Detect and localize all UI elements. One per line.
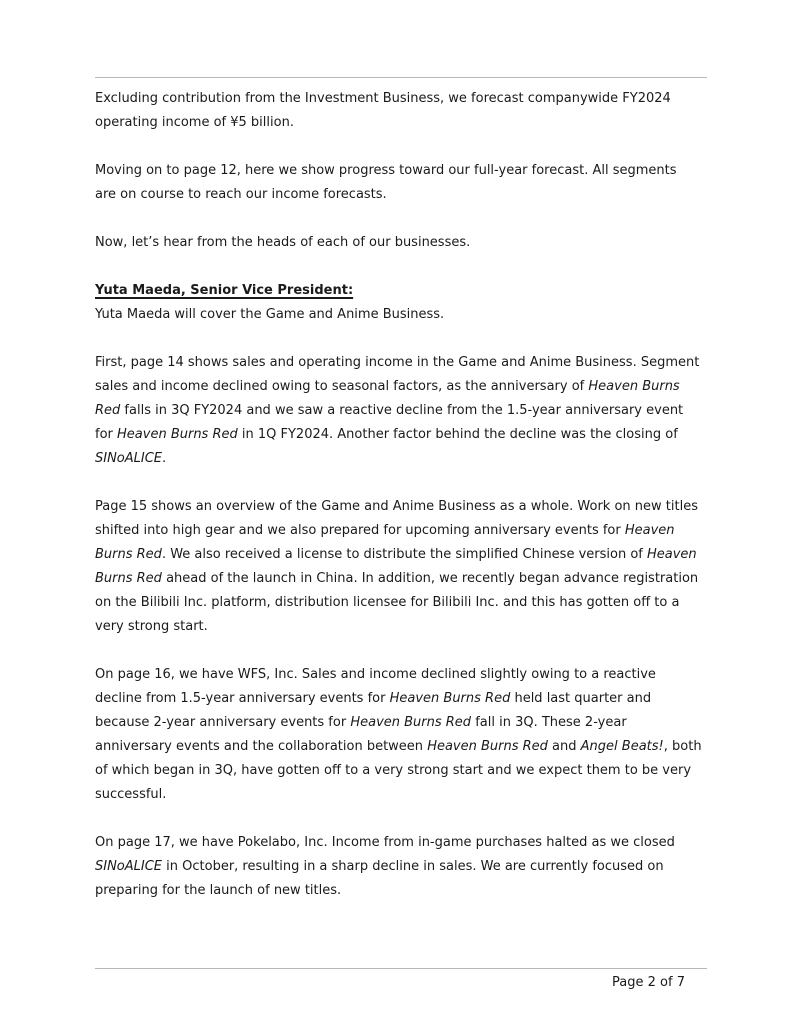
document-body <box>95 87 735 927</box>
body-text: because 2-year anniversary events for <box>95 715 351 730</box>
text-line <box>95 495 735 519</box>
italic-title-text: SINoALICE <box>95 451 163 466</box>
header-rule <box>95 77 707 78</box>
body-text: sales and income declined owing to seasonal factors, as the anniversary of <box>95 379 589 394</box>
italic-title-text: Burns Red <box>95 547 162 562</box>
text-line <box>95 855 735 879</box>
text-line <box>95 519 735 543</box>
text-line <box>95 351 735 375</box>
body-text: on the Bilibili Inc. platform, distribution licensee for Bilibili Inc. and this has gotten off to a <box>95 595 680 610</box>
body-text: successful. <box>95 787 167 802</box>
page-number: Page 2 of 7 <box>612 975 685 990</box>
body-text: anniversary events and the collaboration between <box>95 739 428 754</box>
italic-title-text: Red <box>95 403 121 418</box>
body-text: . We also received a license to distribute the simplified Chinese version of <box>161 547 647 562</box>
body-text: Yuta Maeda will cover the Game and Anime Business. <box>95 307 445 322</box>
text-line <box>95 159 735 183</box>
body-text: Excluding contribution from the Investment Business, we forecast companywide FY2024 <box>95 91 671 106</box>
text-line <box>95 399 735 423</box>
body-text: in October, resulting in a sharp decline in sales. We are currently focused on <box>162 859 664 874</box>
italic-title-text: Angel Beats! <box>580 739 664 754</box>
text-line <box>95 591 735 615</box>
paragraph <box>95 663 735 807</box>
body-text: are on course to reach our income forecasts. <box>95 187 387 202</box>
text-line <box>95 87 735 111</box>
body-text: falls in 3Q FY2024 and we saw a reactive decline from the 1.5-year anniversary event <box>120 403 684 418</box>
text-line <box>95 279 735 303</box>
text-line <box>95 663 735 687</box>
italic-title-text: SINoALICE <box>95 859 163 874</box>
italic-title-text: Heaven <box>647 547 697 562</box>
body-text: Moving on to page 12, here we show progress toward our full-year forecast. All segments <box>95 163 677 178</box>
italic-title-text: Burns Red <box>95 571 162 586</box>
body-text: preparing for the launch of new titles. <box>95 883 342 898</box>
body-text: operating income of ¥5 billion. <box>95 115 294 130</box>
paragraph <box>95 159 735 207</box>
italic-title-text: Heaven Burns <box>588 379 680 394</box>
paragraph <box>95 351 735 471</box>
body-text: shifted into high gear and we also prepared for upcoming anniversary events for <box>95 523 625 538</box>
italic-title-text: Heaven <box>624 523 675 538</box>
paragraph <box>95 231 735 255</box>
body-text: Yuta Maeda, Senior Vice President: <box>95 283 354 298</box>
body-text: First, page 14 shows sales and operating income in the Game and Anime Business. Segment <box>95 355 700 370</box>
body-text: Page 15 shows an overview of the Game and Anime Business as a whole. Work on new titles <box>95 499 698 514</box>
text-line <box>95 735 735 759</box>
body-text: very strong start. <box>95 619 208 634</box>
italic-title-text: Heaven Burns Red <box>389 691 511 706</box>
paragraph <box>95 831 735 903</box>
body-text: ahead of the launch in China. In addition, we recently began advance registration <box>161 571 699 586</box>
paragraph <box>95 87 735 135</box>
text-line <box>95 831 735 855</box>
text-line <box>95 879 735 903</box>
body-text: On page 17, we have Pokelabo, Inc. Income from in-game purchases halted as we closed <box>95 835 675 850</box>
speaker-heading <box>95 279 735 303</box>
footer-rule <box>95 968 707 969</box>
text-line <box>95 687 735 711</box>
body-text: decline from 1.5-year anniversary events for <box>95 691 390 706</box>
text-line <box>95 447 735 471</box>
body-text: for <box>95 427 118 442</box>
paragraph <box>95 303 735 327</box>
text-line <box>95 375 735 399</box>
text-line <box>95 615 735 639</box>
text-line <box>95 303 735 327</box>
text-line <box>95 567 735 591</box>
text-line <box>95 111 735 135</box>
body-text: , both <box>663 739 702 754</box>
italic-title-text: Heaven Burns Red <box>117 427 238 442</box>
text-line <box>95 543 735 567</box>
text-line <box>95 231 735 255</box>
body-text: held last quarter and <box>510 691 652 706</box>
text-line <box>95 783 735 807</box>
italic-title-text: Heaven Burns Red <box>350 715 472 730</box>
body-text: fall in 3Q. These 2-year <box>471 715 627 730</box>
paragraph <box>95 495 735 639</box>
body-text: . <box>162 451 167 466</box>
body-text: and <box>547 739 581 754</box>
body-text: Now, let’s hear from the heads of each of our businesses. <box>95 235 471 250</box>
body-text: On page 16, we have WFS, Inc. Sales and income declined slightly owing to a reactive <box>95 667 656 682</box>
text-line <box>95 711 735 735</box>
text-line <box>95 759 735 783</box>
text-line <box>95 183 735 207</box>
body-text: in 1Q FY2024. Another factor behind the decline was the closing of <box>237 427 678 442</box>
text-line <box>95 423 735 447</box>
italic-title-text: Heaven Burns Red <box>427 739 548 754</box>
body-text: of which began in 3Q, have gotten off to a very strong start and we expect them to be very <box>95 763 692 778</box>
